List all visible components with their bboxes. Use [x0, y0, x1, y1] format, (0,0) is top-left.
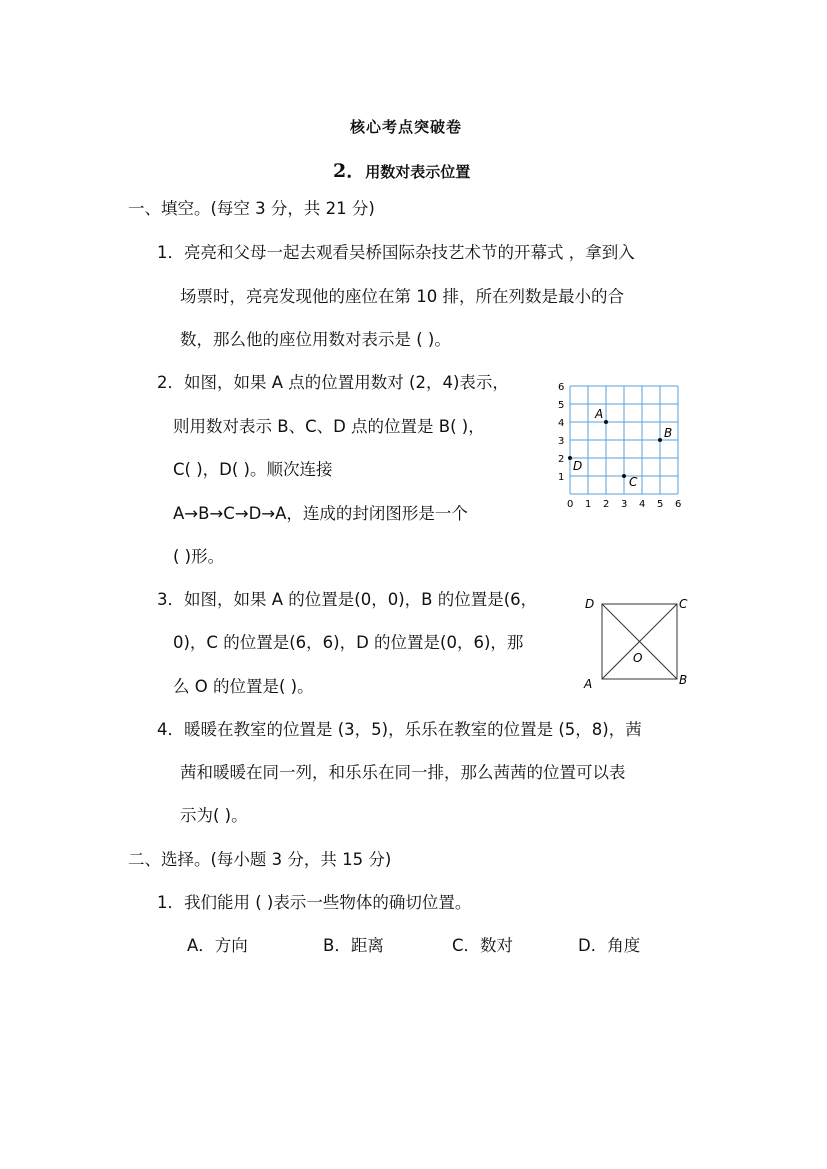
- point-a-dot: [604, 420, 608, 424]
- q2-coordinate-grid-figure: [550, 378, 690, 513]
- q3-line2: 0)，C 的位置是(6，6)，D 的位置是(0，6)，那: [173, 633, 524, 652]
- x-tick-label: 0: [567, 499, 574, 510]
- x-tick-label: 3: [621, 499, 628, 510]
- label-B: B: [679, 673, 688, 687]
- q1-line1: 1．亮亮和父母一起去观看吴桥国际杂技艺术节的开幕式 ，拿到入: [157, 243, 635, 262]
- label-A: A: [584, 677, 593, 688]
- option-a: A．方向: [187, 936, 248, 955]
- y-tick-label: 3: [558, 436, 565, 447]
- q4-line2: 茜和暖暖在同一列，和乐乐在同一排，那么茜茜的位置可以表: [180, 763, 626, 782]
- x-tick-label: 5: [657, 499, 664, 510]
- option-c: C．数对: [452, 936, 514, 955]
- q1-line2: 场票时，亮亮发现他的座位在第 10 排，所在列数是最小的合: [180, 287, 624, 306]
- option-b: B．距离: [323, 936, 384, 955]
- x-tick-label: 4: [639, 499, 646, 510]
- y-tick-label: 2: [558, 454, 565, 465]
- s2-q1-line1: 1．我们能用 ( )表示一些物体的确切位置。: [157, 893, 472, 912]
- label-D: D: [585, 597, 595, 611]
- label-O: O: [633, 651, 643, 665]
- q2-line3: C( )，D( )。顺次连接: [173, 460, 333, 479]
- point-d-label: D: [573, 459, 583, 473]
- section1-heading: 一、填空。(每空 3 分，共 21 分): [128, 199, 375, 218]
- point-b-dot: [658, 438, 662, 442]
- q2-line2: 则用数对表示 B、C、D 点的位置是 B( )，: [173, 417, 485, 436]
- section2-heading: 二、选择。(每小题 3 分，共 15 分): [128, 850, 392, 869]
- y-tick-label: 5: [558, 400, 565, 411]
- point-b-label: B: [664, 426, 673, 440]
- subtitle-number: 2．: [333, 160, 366, 182]
- q3-square-figure: [580, 592, 695, 688]
- q2-line1: 2．如图，如果 A 点的位置用数对 (2，4)表示，: [157, 373, 509, 392]
- point-c-dot: [622, 474, 626, 478]
- q3-line1: 3．如图，如果 A 的位置是(0，0)，B 的位置是(6，: [157, 590, 538, 609]
- point-d-dot: [568, 456, 572, 460]
- page-title: 核心考点突破卷: [350, 118, 463, 136]
- x-tick-label: 2: [603, 499, 610, 510]
- point-c-label: C: [629, 475, 638, 489]
- x-tick-label: 6: [675, 499, 682, 510]
- option-d: D．角度: [578, 936, 641, 955]
- x-tick-label: 1: [585, 499, 592, 510]
- q4-line3: 示为( )。: [180, 806, 248, 825]
- q4-line1: 4．暖暖在教室的位置是 (3，5)，乐乐在教室的位置是 (5，8)，茜: [157, 720, 642, 739]
- y-tick-label: 4: [558, 418, 565, 429]
- y-tick-label: 1: [558, 472, 565, 483]
- grid-points: [568, 407, 672, 489]
- subtitle-text: 用数对表示位置: [365, 163, 471, 181]
- q2-line5: ( )形。: [173, 547, 225, 566]
- tick-labels: [558, 382, 681, 510]
- q3-line3: 么 O 的位置是( )。: [173, 677, 314, 696]
- label-C: C: [679, 597, 688, 611]
- y-tick-label: 6: [558, 382, 565, 393]
- page-subtitle: [333, 156, 470, 183]
- point-a-label: A: [595, 407, 604, 421]
- q1-line3: 数，那么他的座位用数对表示是 ( )。: [180, 330, 451, 349]
- q2-line4: A→B→C→D→A，连成的封闭图形是一个: [173, 504, 468, 523]
